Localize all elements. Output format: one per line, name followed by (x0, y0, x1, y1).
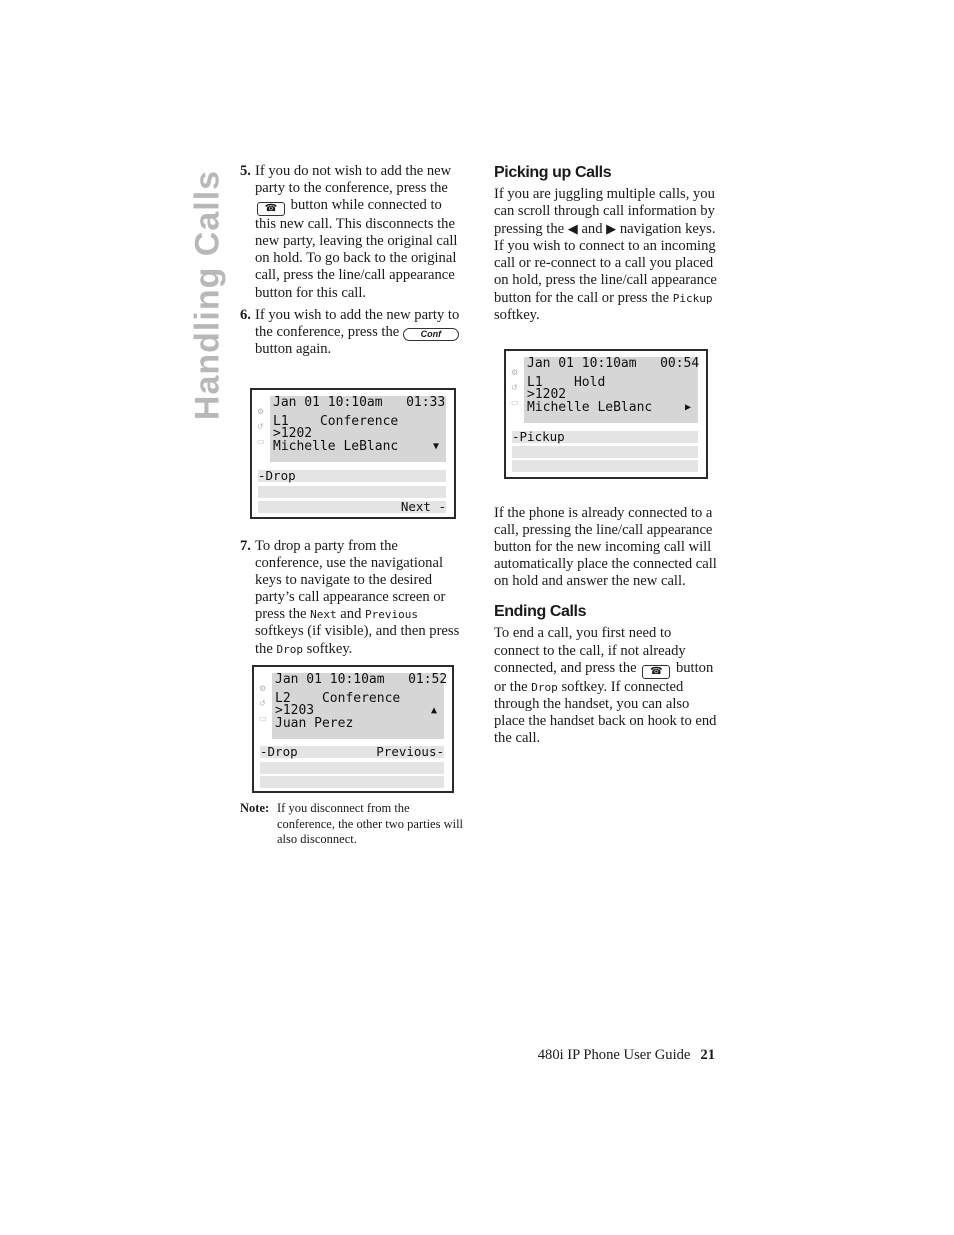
lcd-number: >1202 (273, 426, 313, 442)
right-column-lower (494, 505, 718, 747)
step-text: If you do not wish to add the new party to the conference, press the (255, 163, 452, 197)
conf-key-icon: Conf (403, 328, 459, 341)
softkey-row-3[interactable] (258, 501, 446, 513)
step-text: To drop a party from the conference, use the navigational keys to navigate to the desired party’s call appearance screen or press the (255, 538, 446, 623)
softkey-row-2 (512, 446, 698, 458)
step-7-block (240, 538, 465, 663)
scroll-down-icon: ▼ (432, 440, 439, 452)
note-text: If you disconnect from the conference, the other two parties will also disconnect. (277, 801, 464, 846)
lcd-display (524, 357, 698, 423)
step-text: softkeys (if visible), and then press the (255, 623, 460, 657)
side-icons: ⚙ ↺ ▭ (259, 684, 267, 723)
softkey-name: Pickup (672, 291, 713, 305)
note (240, 801, 470, 848)
lcd-header-row: Jan 01 10:10am 01:33 (273, 395, 446, 410)
step-text: If you wish to add the new party to the conference, press the (255, 306, 460, 340)
guide-title: 480i IP Phone User Guide (537, 1047, 691, 1063)
left-column (240, 163, 465, 363)
lcd-name: Juan Perez (275, 715, 354, 731)
page-number: 21 (700, 1047, 715, 1063)
handset-key-icon: ☎ (257, 202, 285, 216)
softkey-next[interactable]: Next - (400, 499, 446, 514)
softkey-name: Drop (531, 680, 558, 694)
lcd-line-row: L2 Conference (275, 690, 401, 706)
side-icons: ⚙ ↺ ▭ (511, 368, 519, 407)
step-number: 6. (240, 306, 251, 323)
ending-paragraph: To end a call, you first need to connect to the call, if not already connected, and press the ☎ button or the Drop softkey. If connected through the handset, you can also place the handset back on hook to end the call. (494, 625, 717, 746)
step-6 (240, 307, 465, 358)
softkey-row-1[interactable] (258, 470, 446, 482)
lcd-line-row: L1 Conference (273, 413, 399, 429)
picking-paragraph: If you are juggling multiple calls, you can scroll through call information by pressing the ◀ and ▶ navigation keys. If you wish to connect to an incoming call or re-connect to a call you placed on hold, press the line/call appearance button for the call or press the Pickup softkey. (494, 186, 717, 323)
lcd-name: Michelle LeBlanc ▶ (527, 399, 691, 415)
softkey-name: Previous (365, 608, 419, 622)
lcd-number: >1203 ▲ (275, 703, 437, 719)
step-5 (240, 163, 465, 302)
note-label: Note: (240, 801, 270, 815)
softkey-drop[interactable]: -Drop (260, 744, 298, 759)
step-text: softkey. (306, 640, 353, 657)
softkey-row-1[interactable] (512, 431, 698, 443)
scroll-up-icon: ▲ (430, 705, 437, 717)
left-arrow-icon: ◀ (567, 221, 578, 237)
right-column (494, 163, 718, 324)
scroll-right-icon: ▶ (684, 401, 691, 413)
section-side-tab-label: Handling Calls (188, 169, 227, 421)
step-text: and (340, 606, 362, 623)
step-number: 5. (240, 163, 251, 179)
lcd-display (270, 396, 446, 462)
section-side-tab (188, 160, 228, 430)
lcd-header-row: Jan 01 10:10am 00:54 (527, 356, 700, 371)
phone-screen-conference-1 (250, 388, 456, 519)
step-text: button while connected to this new call. This disconnects the new party, leaving the original call on hold. To go back to the original call, press the line/call appearance button for this call. (255, 197, 458, 301)
softkey-drop[interactable]: -Drop (258, 468, 296, 483)
heading-ending-calls: Ending Calls (494, 603, 587, 621)
step-7 (240, 538, 465, 658)
side-icons: ⚙ ↺ ▭ (257, 407, 265, 446)
handset-key-icon: ☎ (642, 665, 670, 679)
softkey-row-3 (260, 776, 444, 788)
heading-picking-up-calls: Picking up Calls (494, 164, 612, 181)
lcd-line-row: L1 Hold (527, 374, 606, 390)
step-text: button again. (255, 340, 332, 357)
step-number: 7. (240, 538, 251, 554)
lcd-header-row: Jan 01 10:10am 01:52 (275, 672, 448, 687)
page-footer (538, 1046, 715, 1064)
picking-paragraph-2: If the phone is already connected to a call, pressing the line/call appearance button for the new incoming call will automatically place the connected call on hold and answer the new call. (494, 505, 717, 590)
right-arrow-icon: ▶ (606, 221, 617, 237)
lcd-name: Michelle LeBlanc ▼ (273, 438, 439, 454)
phone-screen-hold (504, 349, 708, 479)
softkey-name: Drop (276, 642, 303, 656)
softkey-pickup[interactable]: -Pickup (512, 429, 565, 444)
softkey-row-3 (512, 460, 698, 472)
softkey-row-1[interactable] (260, 746, 444, 758)
softkey-row-2 (258, 486, 446, 498)
phone-screen-conference-2 (252, 665, 454, 793)
lcd-display (272, 672, 448, 739)
softkey-row-2 (260, 762, 444, 774)
softkey-name: Next (310, 608, 337, 622)
lcd-number: >1202 (527, 387, 567, 403)
softkey-previous[interactable]: Previous- (376, 744, 444, 759)
